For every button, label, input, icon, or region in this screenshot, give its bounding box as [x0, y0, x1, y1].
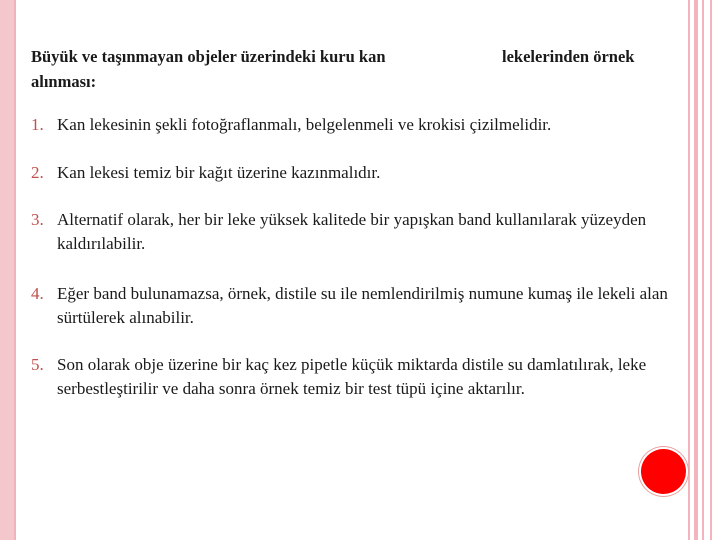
list-item-text: Alternatif olarak, her bir leke yüksek kalitede bir yapışkan band kullanılarak yüzeyden kaldırılabilir.: [57, 210, 647, 253]
title-part-1: Büyük ve taşınmayan objeler üzerindeki kuru kan: [31, 47, 386, 66]
list-item-text: Son olarak obje üzerine bir kaç kez pipetle küçük miktarda distile su damlatılırak, leke serbestleştirilir ve daha sonra örnek temiz bir test tüpü içine aktarılır.: [57, 355, 647, 398]
list-item-number: 5.: [31, 355, 44, 374]
list-item: [31, 353, 691, 401]
left-border-line: [14, 0, 16, 540]
list-item-number: 1.: [31, 115, 44, 134]
list-item: [31, 161, 691, 185]
right-border-line-3: [702, 0, 704, 540]
list-item-number: 3.: [31, 210, 44, 229]
list-item-number: 4.: [31, 284, 44, 303]
title-part-2: lekelerinden örnek: [502, 47, 635, 66]
list-item-number: 2.: [31, 163, 44, 182]
red-circle-decoration: [641, 449, 686, 494]
list-item-text: Eğer band bulunamazsa, örnek, distile su ile nemlendirilmiş numune kumaş ile lekeli alan sürtülerek alınabilir.: [57, 284, 668, 327]
list-item-text: Kan lekesi temiz bir kağıt üzerine kazınmalıdır.: [57, 163, 381, 182]
list-item-text: Kan lekesinin şekli fotoğraflanmalı, belgelenmeli ve krokisi çizilmelidir.: [57, 115, 552, 134]
right-border-line-2: [694, 0, 698, 540]
title-line-2: alınması:: [31, 72, 97, 91]
list-item: [31, 282, 691, 330]
right-border-line-4: [710, 0, 712, 540]
list-item: [31, 208, 691, 256]
right-border-line-1: [688, 0, 690, 540]
left-border-decoration: [0, 0, 14, 540]
list-item: [31, 113, 691, 137]
